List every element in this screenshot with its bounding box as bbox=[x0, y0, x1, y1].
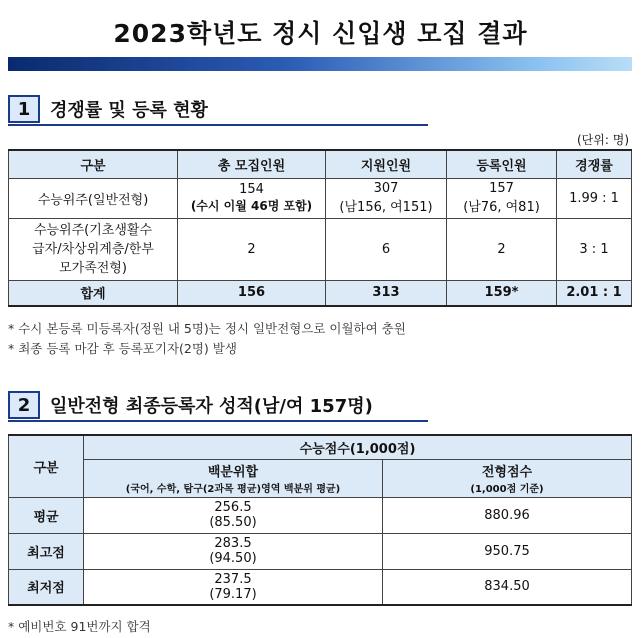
table-subheader-row bbox=[9, 459, 632, 497]
total-row bbox=[9, 280, 632, 306]
header-percentile bbox=[84, 459, 383, 497]
applicants-cell bbox=[326, 178, 447, 218]
section-number: 1 bbox=[8, 95, 40, 123]
recruit-value: 154 bbox=[239, 182, 264, 197]
header-recruit: 총 모집인원 bbox=[178, 150, 326, 178]
header-sat-score: 수능점수(1,000점) bbox=[84, 435, 632, 459]
header-category: 구분 bbox=[9, 150, 178, 178]
section-2-heading bbox=[8, 391, 373, 419]
recruit-note: (수시 이월 46명 포함) bbox=[190, 199, 313, 213]
section-title: 일반전형 최종등록자 성적(남/여 157명) bbox=[50, 396, 373, 417]
table-row bbox=[9, 218, 632, 280]
section-number: 2 bbox=[8, 391, 40, 419]
scores-table bbox=[8, 434, 632, 606]
enrolled-value: 157 bbox=[489, 181, 514, 196]
table-row bbox=[9, 533, 632, 569]
row-label-line: 급자/차상위계층/한부 bbox=[32, 241, 154, 257]
percentile-avg: (79.17) bbox=[209, 586, 257, 602]
table-row bbox=[9, 178, 632, 218]
row-label-line: 모가족전형) bbox=[59, 260, 127, 276]
header-enrolled: 등록인원 bbox=[447, 150, 557, 178]
header-ratio: 경쟁률 bbox=[557, 150, 632, 178]
recruit-cell: 2 bbox=[178, 218, 326, 280]
ratio-cell: 1.99 : 1 bbox=[557, 178, 632, 218]
footnote: * 예비번호 91번까지 합격 bbox=[8, 619, 151, 634]
applicants-note: (남156, 여151) bbox=[339, 200, 433, 215]
row-label-line: 수능위주(기초생활수 bbox=[33, 222, 153, 238]
enrollment-table bbox=[8, 149, 632, 307]
table-row bbox=[9, 569, 632, 605]
header-category: 구분 bbox=[9, 435, 84, 497]
footnote: * 최종 등록 마감 후 등록포기자(2명) 발생 bbox=[8, 341, 237, 356]
ratio-cell: 3 : 1 bbox=[557, 218, 632, 280]
total-applicants: 313 bbox=[326, 280, 447, 306]
percentile-cell bbox=[84, 533, 383, 569]
notes-section-2 bbox=[8, 617, 151, 637]
section-underline bbox=[8, 420, 428, 422]
admission-score-label: 전형점수 bbox=[481, 465, 533, 480]
unit-label: (단위: 명) bbox=[577, 133, 629, 147]
score-cell: 880.96 bbox=[383, 497, 632, 533]
table-row bbox=[9, 497, 632, 533]
total-label: 합계 bbox=[9, 280, 178, 306]
applicants-value: 307 bbox=[373, 181, 399, 196]
score-cell: 834.50 bbox=[383, 569, 632, 605]
table-header-row bbox=[9, 435, 632, 459]
percentile-label: 백분위합 bbox=[207, 465, 259, 480]
notes-section-1 bbox=[8, 319, 406, 359]
enrolled-cell bbox=[447, 178, 557, 218]
row-label bbox=[9, 218, 178, 280]
percentile-sum: 256.5 bbox=[214, 500, 252, 515]
row-label: 수능위주(일반전형) bbox=[9, 178, 178, 218]
enrolled-note: (남76, 여81) bbox=[463, 200, 540, 215]
percentile-sum: 283.5 bbox=[214, 536, 252, 551]
row-label: 최고점 bbox=[9, 533, 84, 569]
percentile-avg: (94.50) bbox=[209, 551, 257, 566]
row-label: 평균 bbox=[9, 497, 84, 533]
admission-score-sub: (1,000점 기준) bbox=[470, 484, 544, 495]
enrolled-cell: 2 bbox=[447, 218, 557, 280]
title-gradient-bar bbox=[8, 57, 632, 71]
score-cell: 950.75 bbox=[383, 533, 632, 569]
percentile-sub: (국어, 수학, 탐구(2과목 평균)영역 백분위 평균) bbox=[125, 484, 341, 495]
recruit-cell bbox=[178, 178, 326, 218]
applicants-cell: 6 bbox=[326, 218, 447, 280]
percentile-sum: 237.5 bbox=[214, 571, 252, 587]
section-underline bbox=[8, 124, 428, 126]
section-title: 경쟁률 및 등록 현황 bbox=[50, 100, 208, 121]
percentile-avg: (85.50) bbox=[209, 515, 257, 530]
total-enrolled: 159* bbox=[447, 280, 557, 306]
header-admission-score bbox=[383, 459, 632, 497]
section-1-heading bbox=[8, 95, 208, 123]
table-header-row bbox=[9, 150, 632, 178]
header-applicants: 지원인원 bbox=[326, 150, 447, 178]
footnote: * 수시 본등록 미등록자(정원 내 5명)는 정시 일반전형으로 이월하여 충원 bbox=[8, 321, 406, 336]
total-ratio: 2.01 : 1 bbox=[557, 280, 632, 306]
row-label: 최저점 bbox=[9, 569, 84, 605]
total-recruit: 156 bbox=[178, 280, 326, 306]
percentile-cell bbox=[84, 569, 383, 605]
page-title: 2023학년도 정시 신입생 모집 결과 bbox=[113, 19, 528, 48]
percentile-cell bbox=[84, 497, 383, 533]
